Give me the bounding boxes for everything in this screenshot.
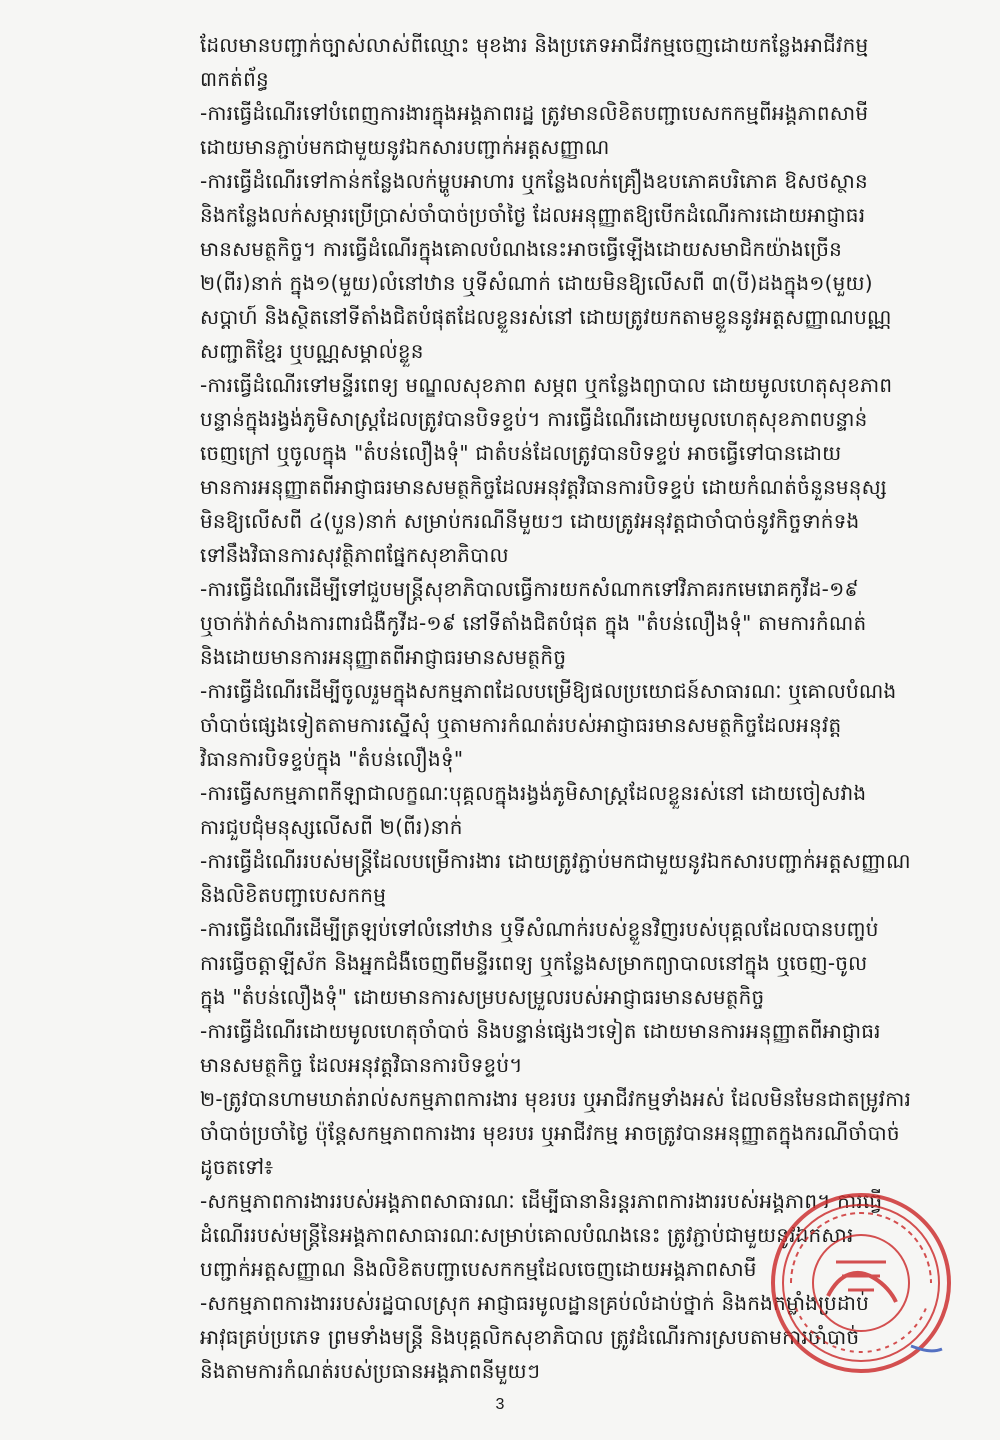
text-line: -ការធ្វើដំណើរដើម្បីចូលរួមក្នុងសកម្មភាពដែលបម្រើឱ្យផលប្រយោជន៍សាធារណៈ ឬគោលបំណង <box>200 679 897 703</box>
text-line: ចាំបាច់ផ្សេងទៀតតាមការស្នើសុំ ឬតាមការកំណត់របស់អាជ្ញាធរមានសមត្ថកិច្ចដែលអនុវត្ត <box>200 713 842 737</box>
text-line: ការជួបជុំមនុស្សលើសពី ២(ពីរ)នាក់ <box>200 815 463 839</box>
text-line: ចេញក្រៅ ឬចូលក្នុង "តំបន់លឿងទុំ" ជាតំបន់ដែលត្រូវបានបិទខ្ទប់ អាចធ្វើទៅបានដោយ <box>200 441 842 465</box>
text-line: ២-ត្រូវបានហាមឃាត់រាល់សកម្មភាពការងារ មុខរបរ ឬអាជីវកម្មទាំងអស់ ដែលមិនមែនជាតម្រូវការ <box>200 1087 912 1111</box>
text-line: -ការធ្វើដំណើរដោយមូលហេតុចាំបាច់ និងបន្ទាន់ផ្សេងៗទៀត ដោយមានការអនុញ្ញាតពីអាជ្ញាធរ <box>200 1019 881 1043</box>
text-line: បន្ទាន់ក្នុងរង្វង់ភូមិសាស្ត្រដែលត្រូវបានបិទខ្ទប់។ ការធ្វើដំណើរដោយមូលហេតុសុខភាពបន្ទាន់ <box>200 407 868 431</box>
text-line: -ការធ្វើដំណើរទៅកាន់កន្លែងលក់ម្ហូបអាហារ ឬកន្លែងលក់គ្រឿងឧបភោគបរិភោគ ឱសថស្ថាន <box>200 169 868 193</box>
text-line: មិនឱ្យលើសពី ៤(បួន)នាក់ សម្រាប់ករណីនីមួយៗ ដោយត្រូវអនុវត្តជាចាំបាច់នូវកិច្ចទាក់ទង <box>200 509 860 533</box>
text-line: អាវុធគ្រប់ប្រភេទ ព្រមទាំងមន្ត្រី និងបុគ្គលិកសុខាភិបាល ត្រូវដំណើរការស្របតាមការចាំបាច់ <box>200 1325 860 1349</box>
text-line: -ការធ្វើដំណើរដើម្បីត្រឡប់ទៅលំនៅឋាន ឬទីសំណាក់របស់ខ្លួនវិញរបស់បុគ្គលដែលបានបញ្ចប់ <box>200 917 879 941</box>
official-seal <box>766 1188 956 1378</box>
text-line: ដំណើររបស់មន្ត្រីនៃអង្គភាពសាធារណៈសម្រាប់គោលបំណងនេះ ត្រូវភ្ជាប់ជាមួយនូវឯកសារ <box>200 1223 854 1247</box>
text-line: និងកន្លែងលក់សម្ភារប្រើប្រាស់ចាំបាច់ប្រចាំថ្ងៃ ដែលអនុញ្ញាតឱ្យបើកដំណើរការដោយអាជ្ញាធរ <box>200 203 866 227</box>
text-line: -សកម្មភាពការងាររបស់រដ្ឋបាលស្រុក អាជ្ញាធរមូលដ្ឋានគ្រប់លំដាប់ថ្នាក់ និងកងកម្លាំងប្រដាប់ <box>200 1291 870 1315</box>
text-line: បញ្ជាក់អត្តសញ្ញាណ និងលិខិតបញ្ជាបេសកកម្មដែលចេញដោយអង្គភាពសាមី <box>200 1257 757 1281</box>
text-line: -ការធ្វើដំណើរទៅមន្ទីរពេទ្យ មណ្ឌលសុខភាព សម្ភព ឬកន្លែងព្យាបាល ដោយមូលហេតុសុខភាព <box>200 373 893 397</box>
page-number: 3 <box>495 1396 505 1413</box>
text-line: -ការធ្វើដំណើរទៅបំពេញការងារក្នុងអង្គភាពរដ្ឋ ត្រូវមានលិខិតបញ្ជាបេសកកម្មពីអង្គភាពសាមី <box>200 101 869 125</box>
text-line: ដោយមានភ្ជាប់មកជាមួយនូវឯកសារបញ្ជាក់អត្តសញ្ញាណ <box>200 135 610 159</box>
text-line: -ការធ្វើដំណើររបស់មន្ត្រីដែលបម្រើការងារ ដោយត្រូវភ្ជាប់មកជាមួយនូវឯកសារបញ្ជាក់អត្តសញ្ញាណ <box>200 849 911 873</box>
text-line: វិធានការបិទខ្ទប់ក្នុង "តំបន់លឿងទុំ" <box>200 747 464 771</box>
text-line: ដែលមានបញ្ជាក់ច្បាស់លាស់ពីឈ្មោះ មុខងារ និងប្រភេទអាជីវកម្មចេញដោយកន្លែងអាជីវកម្ម <box>200 33 869 57</box>
text-line: និងដោយមានការអនុញ្ញាតពីអាជ្ញាធរមានសមត្ថកិច្ច <box>200 645 567 669</box>
text-line: និងលិខិតបញ្ជាបេសកកម្ម <box>200 883 387 907</box>
text-line: -សកម្មភាពការងាររបស់អង្គភាពសាធារណៈ ដើម្បីធានានិរន្តរភាពការងាររបស់អង្គភាព។ ការធ្វើ <box>200 1189 883 1213</box>
text-line: ដូចតទៅ៖ <box>200 1155 274 1179</box>
text-line: សប្តាហ៍ និងស្ថិតនៅទីតាំងជិតបំផុតដែលខ្លួនរស់នៅ ដោយត្រូវយកតាមខ្លួននូវអត្តសញ្ញាណបណ្ណ <box>200 305 892 329</box>
text-line: និងតាមការកំណត់របស់ប្រធានអង្គភាពនីមួយៗ <box>200 1359 541 1383</box>
text-line: ទៅនឹងវិធានការសុវត្ថិភាពផ្នែកសុខាភិបាល <box>200 543 509 567</box>
text-line: ៣កត់ព័ន្ធ <box>200 67 269 91</box>
text-line: ក្នុង "តំបន់លឿងទុំ" ដោយមានការសម្របសម្រួលរបស់អាជ្ញាធរមានសមត្ថកិច្ច <box>200 985 765 1009</box>
text-line: សញ្ជាតិខ្មែរ ឬបណ្ណសម្គាល់ខ្លួន <box>200 339 424 363</box>
text-line: មានសមត្ថកិច្ច។ ការធ្វើដំណើរក្នុងគោលបំណងនេះអាចធ្វើឡើងដោយសមាជិកយ៉ាងច្រើន <box>200 237 842 261</box>
text-line: មានសមត្ថកិច្ច ដែលអនុវត្តវិធានការបិទខ្ទប់។ <box>200 1053 523 1077</box>
text-line: ចាំបាច់ប្រចាំថ្ងៃ ប៉ុន្តែសកម្មភាពការងារ មុខរបរ ឬអាជីវកម្ម អាចត្រូវបានអនុញ្ញាតក្នុងករណីចាំបាច់ <box>200 1121 900 1145</box>
text-line: ឬចាក់វ៉ាក់សាំងការពារជំងឺកូវីដ-១៩ នៅទីតាំងជិតបំផុត ក្នុង "តំបន់លឿងទុំ" តាមការកំណត់ <box>200 611 867 635</box>
text-line: -ការធ្វើដំណើរដើម្បីទៅជួបមន្ត្រីសុខាភិបាលធ្វើការយកសំណាកទៅវិភាគរកមេរោគកូវីដ-១៩ <box>200 577 859 601</box>
text-line: -ការធ្វើសកម្មភាពកីឡាជាលក្ខណៈបុគ្គលក្នុងរង្វង់ភូមិសាស្ត្រដែលខ្លួនរស់នៅ ដោយចៀសវាង <box>200 781 867 805</box>
text-line: ២(ពីរ)នាក់ ក្នុង១(មួយ)លំនៅឋាន ឬទីសំណាក់ ដោយមិនឱ្យលើសពី ៣(បី)ដងក្នុង១(មួយ) <box>200 271 873 295</box>
text-line: ការធ្វើចត្តាឡីស័ក និងអ្នកជំងឺចេញពីមន្ទីរពេទ្យ ឬកន្លែងសម្រាកព្យាបាលនៅក្នុង ឬចេញ-ចូល <box>200 951 868 975</box>
text-line: មានការអនុញ្ញាតពីអាជ្ញាធរមានសមត្ថកិច្ចដែលអនុវត្តវិធានការបិទខ្ទប់ ដោយកំណត់ចំនួនមនុស្ស <box>200 475 887 499</box>
